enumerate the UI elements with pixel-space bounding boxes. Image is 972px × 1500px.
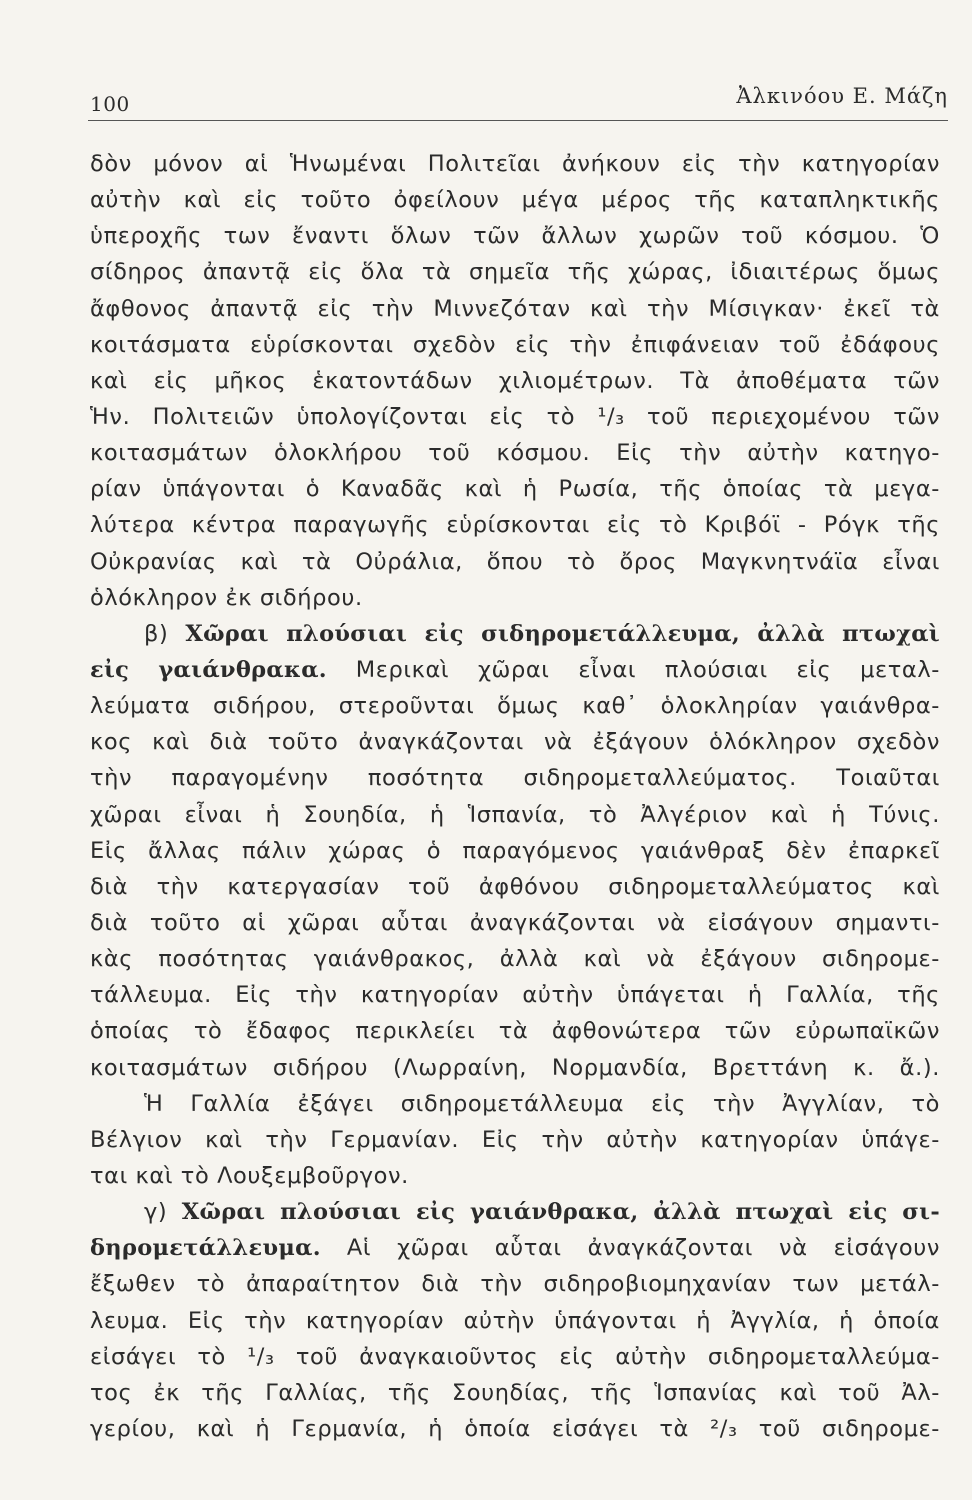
line-text: εἰσάγει τὸ ¹/₃ τοῦ ἀναγκαιοῦντος εἰς αὐτὴν σιδηρομεταλλεύμα- [90,1343,940,1370]
text-line [90,363,940,399]
line-text: κοιτάσματα εὑρίσκονται σχεδὸν εἰς τὴν ἐπιφάνειαν τοῦ ἐδάφους [90,331,940,358]
text-line [90,218,940,254]
text-line [90,580,940,616]
text-line [90,1339,940,1375]
text-line [90,652,940,688]
line-text: τὴν παραγομένην ποσότητα σιδηρομεταλλεύματος. Τοιαῦται [90,765,940,792]
text-line [90,254,940,290]
text-line [90,544,940,580]
line-text: Βέλγιον καὶ τὴν Γερμανίαν. Εἰς τὴν αὐτὴν κατηγορίαν ὑπάγε- [90,1126,940,1153]
text-line [90,1158,940,1194]
line-text: ὁποίας τὸ ἔδαφος περικλείει τὰ ἀφθονώτερα τῶν εὐρωπαϊκῶν [90,1018,940,1045]
text-line [90,941,940,977]
line-text: ἄφθονος ἀπαντᾷ εἰς τὴν Μιννεζόταν καὶ τὴν Μίσιγκαν· ἐκεῖ τὰ [90,295,940,322]
line-text: κος καὶ διὰ τοῦτο ἀναγκάζονται νὰ ἐξάγουν ὁλόκληρον σχεδὸν [90,729,940,756]
section-heading: εἰς γαιάνθρακα. [90,656,327,683]
text-line [90,760,940,796]
line-text: κοιτασμάτων σιδήρου (Λωρραίνη, Νορμανδία, Βρεττάνη κ. ἄ.). [90,1054,940,1081]
line-text: ται καὶ τὸ Λουξεμβοῦργον. [90,1162,409,1189]
text-line [90,833,940,869]
text-line [90,327,940,363]
text-line [90,905,940,941]
section-heading: Χῶραι πλούσιαι εἰς σιδηρομετάλλευμα, ἀλλὰ πτωχαὶ [185,620,940,647]
line-text: διὰ τὴν κατεργασίαν τοῦ ἀφθόνου σιδηρομεταλλεύματος καὶ [90,873,940,900]
line-text: Ἡ Γαλλία ἐξάγει σιδηρομετάλλευμα εἰς τὴν Ἀγγλίαν, τὸ [144,1090,940,1117]
line-text: αὐτὴν καὶ εἰς τοῦτο ὀφείλουν μέγα μέρος τῆς καταπληκτικῆς [90,187,940,214]
line-text: ἔξωθεν τὸ ἀπαραίτητον διὰ τὴν σιδηροβιομηχανίαν των μετάλ- [90,1271,940,1298]
line-text: καὶ εἰς μῆκος ἑκατοντάδων χιλιομέτρων. Τὰ ἀποθέματα τῶν [90,367,940,394]
line-text: λύτερα κέντρα παραγωγῆς εὑρίσκονται εἰς τὸ Κριβόϊ - Ρόγκ τῆς [90,512,940,539]
line-text: λεύματα σιδήρου, στεροῦνται ὅμως καθ᾽ ὁλοκληρίαν γαιάνθρα- [90,693,940,720]
running-head: Ἀλκινόου Ε. Μάζη [736,84,948,108]
text-line [90,977,940,1013]
text-line [90,1013,940,1049]
line-text: λευμα. Εἰς τὴν κατηγορίαν αὐτὴν ὑπάγονται ἡ Ἀγγλία, ἡ ὁποία [90,1307,940,1334]
text-line [90,688,940,724]
text-line [90,182,940,218]
text-line [90,1303,940,1339]
line-text: τάλλευμα. Εἰς τὴν κατηγορίαν αὐτὴν ὑπάγεται ἡ Γαλλία, τῆς [90,982,940,1009]
line-text: ὑπεροχῆς των ἔναντι ὅλων τῶν ἄλλων χωρῶν τοῦ κόσμου. Ὁ [90,223,940,250]
line-text: Εἰς ἄλλας πάλιν χώρας ὁ παραγόμενος γαιάνθραξ δὲν ἐπαρκεῖ [90,837,940,864]
text-line [90,1050,940,1086]
line-text: τος ἐκ τῆς Γαλλίας, τῆς Σουηδίας, τῆς Ἱσπανίας καὶ τοῦ Ἀλ- [90,1379,940,1406]
line-text: δὸν μόνον αἱ Ἡνωμέναι Πολιτεῖαι ἀνήκουν εἰς τὴν κατηγορίαν [90,151,940,177]
text-line [90,797,940,833]
text-line [90,471,940,507]
section-marker: β) [144,620,186,647]
text-line [90,1194,940,1230]
line-text: σίδηρος ἀπαντᾷ εἰς ὅλα τὰ σημεῖα τῆς χώρας, ἰδιαιτέρως ὅμως [90,259,940,286]
text-line [90,1375,940,1411]
line-text: Οὐκρανίας καὶ τὰ Οὐράλια, ὅπου τὸ ὄρος Μαγκνητνάϊα εἶναι [90,548,940,575]
text-line [90,399,940,435]
text-line [90,1086,940,1122]
page-number: 100 [90,92,130,116]
text-line [90,435,940,471]
section-heading: δηρομετάλλευμα. [90,1235,321,1262]
line-text: κοιτασμάτων ὁλοκλήρου τοῦ κόσμου. Εἰς τὴν αὐτὴν κατηγο- [90,440,940,467]
text-line [90,616,940,652]
text-line [90,869,940,905]
text-line [90,291,940,327]
text-line [90,1411,940,1447]
text-line [90,1122,940,1158]
text-line [90,1230,940,1266]
line-text: διὰ τοῦτο αἱ χῶραι αὗται ἀναγκάζονται νὰ εἰσάγουν σημαντι- [90,909,940,936]
line-text: χῶραι εἶναι ἡ Σουηδία, ἡ Ἱσπανία, τὸ Ἀλγέριον καὶ ἡ Τύνις. [90,801,940,828]
page-header [88,84,948,121]
line-text: ὁλόκληρον ἐκ σιδήρου. [90,584,363,611]
line-text: ρίαν ὑπάγονται ὁ Καναδᾶς καὶ ἡ Ρωσία, τῆς ὁποίας τὰ μεγα- [90,476,940,503]
body-text [90,146,940,1447]
line-text: Αἱ χῶραι αὗται ἀναγκάζονται νὰ εἰσάγουν [320,1235,940,1262]
line-text: Ἡν. Πολιτειῶν ὑπολογίζονται εἰς τὸ ¹/₃ τοῦ περιεχομένου τῶν [90,403,940,430]
section-marker: γ) [144,1199,182,1226]
line-text: κὰς ποσότητας γαιάνθρακος, ἀλλὰ καὶ νὰ ἐξάγουν σιδηρομε- [90,946,940,973]
text-line [90,724,940,760]
text-line [90,1266,940,1302]
section-heading: Χῶραι πλούσιαι εἰς γαιάνθρακα, ἀλλὰ πτωχαὶ εἰς σι- [181,1199,941,1226]
text-line [90,507,940,543]
text-line [90,146,940,182]
line-text: γερίου, καὶ ἡ Γερμανία, ἡ ὁποία εἰσάγει τὰ ²/₃ τοῦ σιδηρομε- [90,1415,940,1442]
line-text: Μερικαὶ χῶραι εἶναι πλούσιαι εἰς μεταλ- [326,656,940,683]
